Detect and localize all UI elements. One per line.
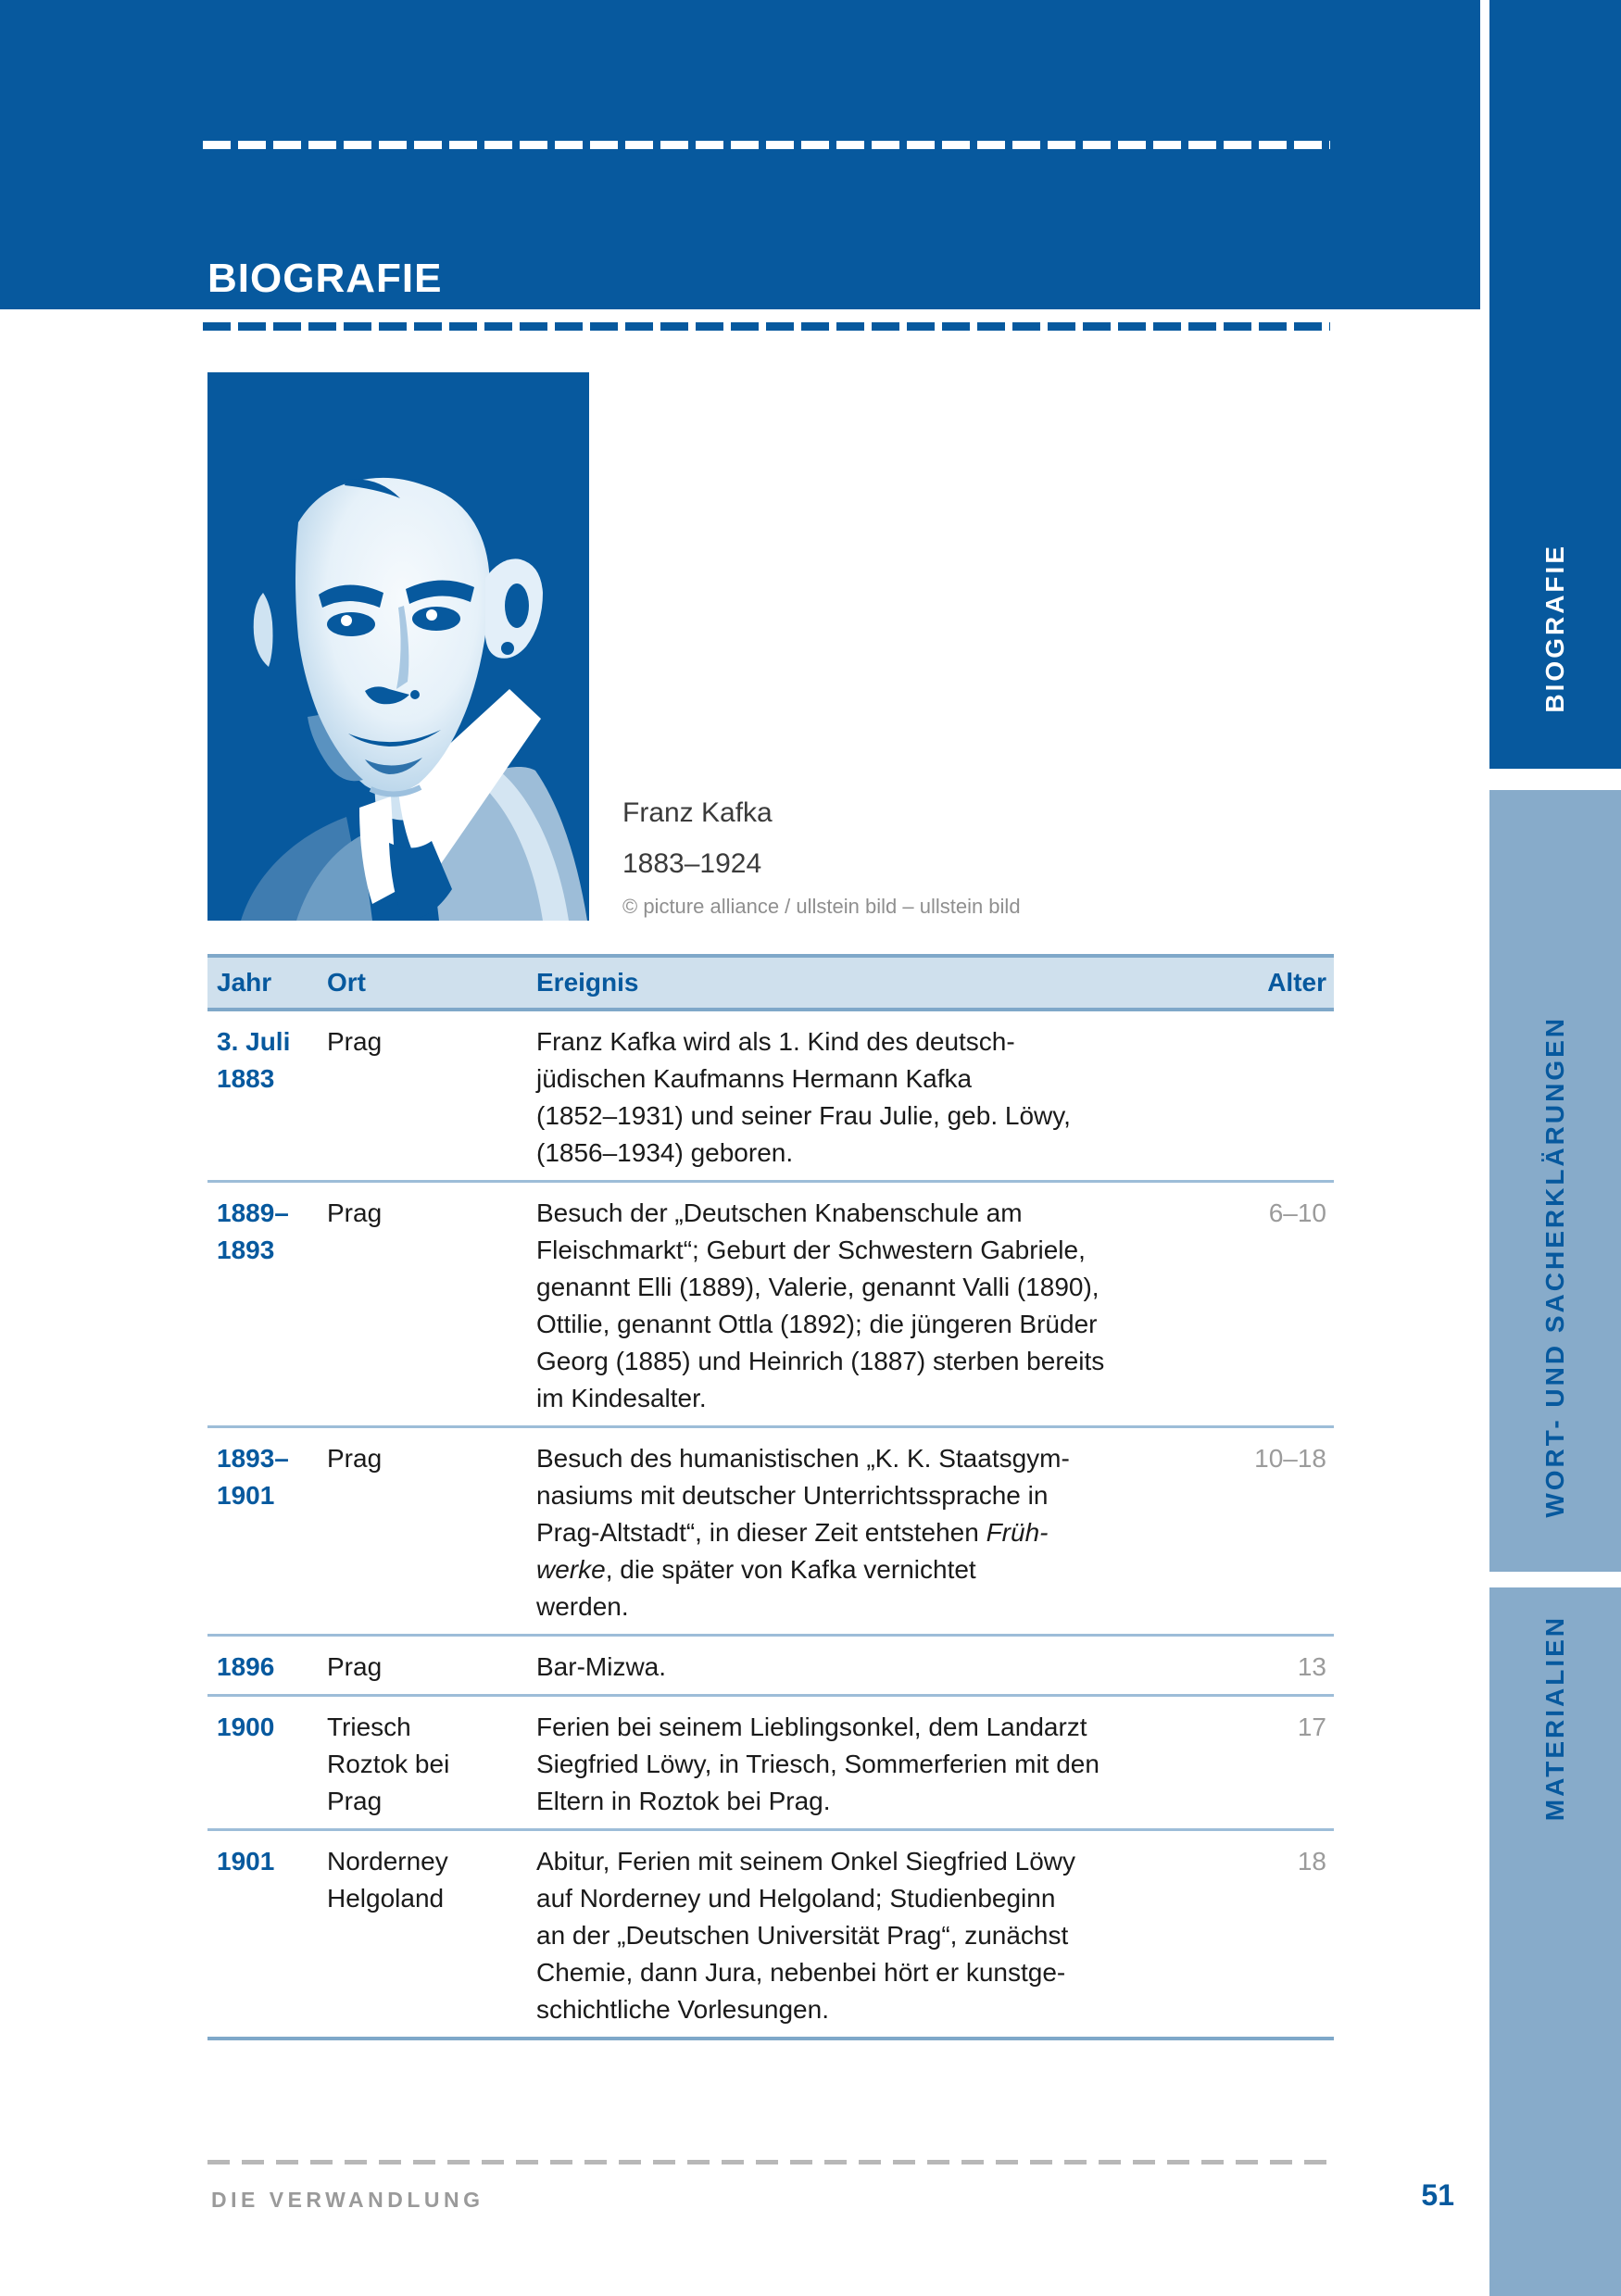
sidebar-tab-materialien xyxy=(1489,1587,1621,2296)
header-band xyxy=(0,0,1480,309)
cell-ereignis: Bar-Mizwa. xyxy=(536,1652,667,1681)
sidebar-tab-wort-und-sacherklaerungen-label: WORT- UND SACHERKLÄRUNGEN xyxy=(1540,1016,1569,1518)
table-row xyxy=(207,1183,1334,1428)
table-body xyxy=(207,1011,1334,2040)
kafka-portrait xyxy=(207,372,589,921)
sidebar-tab-wort-und-sacherklaerungen xyxy=(1489,790,1621,1572)
cell-ereignis: Ferien bei seinem Lieblingsonkel, dem Landarzt Siegfried Löwy, in Triesch, Sommerferien mit den Eltern in Roztok bei Prag. xyxy=(536,1713,1100,1815)
cell-alter: 13 xyxy=(1297,1652,1326,1681)
cell-jahr: 1896 xyxy=(217,1652,275,1681)
cell-ereignis: Besuch der „Deutschen Knabenschule am Fleischmarkt“; Geburt der Schwestern Gabriele, genannt Elli (1889), Valerie, genannt Valli (1890), Ottilie, genannt Ottla (1892); die jüngeren Brüder Georg (1885) und Heinrich (1887) sterben bereits im Kindesalter. xyxy=(536,1198,1105,1412)
kafka-portrait-image xyxy=(207,372,589,921)
table-row xyxy=(207,1831,1334,2040)
sidebar-tab-materialien-label: MATERIALIEN xyxy=(1540,1615,1569,1822)
column-header-alter: Alter xyxy=(1267,968,1326,997)
page-number: 51 xyxy=(1421,2178,1454,2212)
table-row xyxy=(207,1637,1334,1697)
cell-ort: Prag xyxy=(327,1444,383,1473)
cell-ereignis: Besuch des humanistischen „K. K. Staatsgym- nasiums mit deutscher Unterrichtssprache in Prag-Altstadt“, in dieser Zeit entstehen Früh- werke, die später von Kafka vernichtet werden. xyxy=(536,1444,1070,1621)
table-header-row xyxy=(207,954,1334,1011)
header-dashed-line xyxy=(203,141,1330,149)
cell-alter: 10–18 xyxy=(1254,1444,1326,1473)
cell-jahr: 1889– 1893 xyxy=(217,1198,289,1264)
column-header-ereignis: Ereignis xyxy=(536,968,639,997)
sidebar-tab-biografie xyxy=(1489,0,1621,769)
column-header-jahr: Jahr xyxy=(217,968,272,997)
caption-credit: © picture alliance / ullstein bild – ullstein bild xyxy=(622,895,1021,918)
cell-jahr: 1901 xyxy=(217,1847,275,1876)
caption-name: Franz Kafka xyxy=(622,797,773,828)
cell-ort: Prag xyxy=(327,1027,383,1056)
table-row xyxy=(207,1011,1334,1183)
cell-ort: Prag xyxy=(327,1198,383,1227)
table-row xyxy=(207,1697,1334,1831)
caption-dates: 1883–1924 xyxy=(622,848,762,879)
subheader-dashed-line xyxy=(203,322,1330,331)
column-header-ort: Ort xyxy=(327,968,366,997)
cell-jahr: 1900 xyxy=(217,1713,275,1741)
table-row xyxy=(207,1428,1334,1637)
cell-jahr: 1893– 1901 xyxy=(217,1444,289,1510)
cell-ort: Prag xyxy=(327,1652,383,1681)
cell-alter: 17 xyxy=(1297,1713,1326,1741)
cell-alter xyxy=(1223,1023,1334,1172)
footer-book-title: DIE VERWANDLUNG xyxy=(211,2188,484,2212)
cell-ort: Triesch Roztok bei Prag xyxy=(327,1713,450,1815)
cell-ereignis: Franz Kafka wird als 1. Kind des deutsch- jüdischen Kaufmanns Hermann Kafka (1852–1931) und seiner Frau Julie, geb. Löwy, (1856–1934) geboren. xyxy=(536,1027,1071,1167)
cell-ort: Norderney Helgoland xyxy=(327,1847,448,1913)
cell-jahr: 3. Juli 1883 xyxy=(217,1027,291,1093)
cell-alter: 18 xyxy=(1297,1847,1326,1876)
biography-table xyxy=(207,954,1334,2040)
sidebar-tab-biografie-label: BIOGRAFIE xyxy=(1540,544,1569,713)
cell-alter: 6–10 xyxy=(1268,1198,1326,1227)
page-title: BIOGRAFIE xyxy=(207,256,443,302)
cell-ereignis: Abitur, Ferien mit seinem Onkel Siegfried Löwy auf Norderney und Helgoland; Studienbeginn an der „Deutschen Universität Prag“, zunächst Chemie, dann Jura, nebenbei hört er kunstge- schichtliche Vorlesungen. xyxy=(536,1847,1076,2024)
footer-dashed-line xyxy=(207,2160,1337,2164)
